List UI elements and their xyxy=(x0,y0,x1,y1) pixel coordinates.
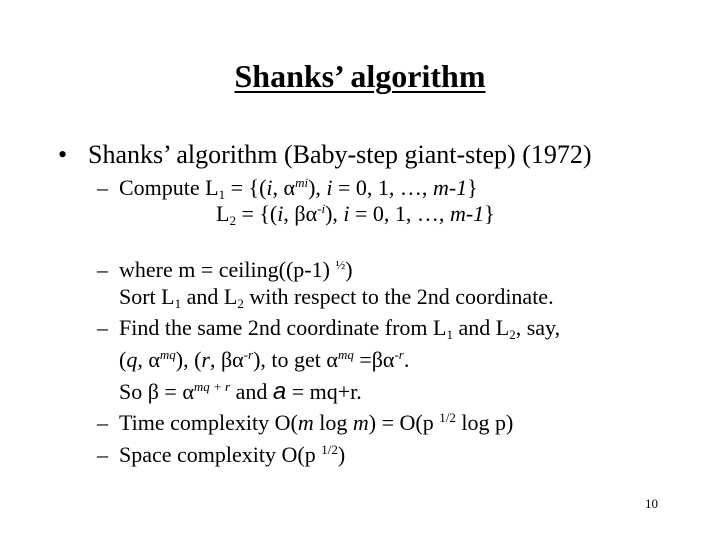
text-fragment: So β = α xyxy=(119,379,194,404)
var-r: r xyxy=(201,347,210,372)
text-fragment: ) = O(p xyxy=(368,410,440,435)
text-fragment: Find the same 2nd coordinate from L xyxy=(119,315,447,340)
text-fragment: log p) xyxy=(455,410,514,435)
page-number: 10 xyxy=(645,496,658,511)
exponent: 1/2 xyxy=(321,442,338,457)
exponent: 1/2 xyxy=(439,410,456,425)
exponent: -r xyxy=(243,347,254,362)
text-fragment: and L xyxy=(452,315,510,340)
var-i: i xyxy=(266,175,273,200)
compute-line xyxy=(97,175,478,201)
slide-title: Shanks’ algorithm xyxy=(234,58,486,94)
text-fragment: , α xyxy=(137,347,160,372)
dash-symbol: – xyxy=(97,442,108,467)
text-fragment: and L xyxy=(181,284,238,309)
subscript: 1 xyxy=(446,327,453,342)
text-fragment: with respect to the 2nd coordinate. xyxy=(243,284,554,309)
dash-symbol: – xyxy=(97,257,108,282)
exponent: mq + r xyxy=(193,379,231,394)
text-fragment: , say, xyxy=(515,315,561,340)
space-complexity-line xyxy=(97,442,345,468)
compute-prefix: Compute L xyxy=(119,175,219,200)
var-i: i xyxy=(343,201,350,226)
text-fragment: log xyxy=(313,410,353,435)
text-fragment: , α xyxy=(272,175,296,200)
subscript: 2 xyxy=(509,327,516,342)
text-fragment: ( xyxy=(119,347,127,372)
bullet-symbol: • xyxy=(58,140,68,169)
main-bullet-text: Shanks’ algorithm (Baby-step giant-step) (1972) xyxy=(88,140,592,169)
subscript: 1 xyxy=(174,296,182,311)
exponent: -i xyxy=(317,201,326,216)
compute-line-2 xyxy=(216,201,495,227)
exponent: ½ xyxy=(335,257,346,272)
var-i: i xyxy=(326,175,333,200)
dash-symbol: – xyxy=(97,315,108,340)
dash-symbol: – xyxy=(97,175,108,200)
var-q: q xyxy=(126,347,138,372)
text-fragment: ), xyxy=(325,201,344,226)
var-m: m xyxy=(352,410,369,435)
text-fragment: Sort L xyxy=(119,284,175,309)
text-fragment: ) xyxy=(337,442,346,467)
text-fragment: } xyxy=(484,201,495,226)
text-fragment: = 0, 1, …, xyxy=(349,201,450,226)
text-fragment: =βα xyxy=(353,347,395,372)
text-fragment: = {( xyxy=(235,201,278,226)
time-complexity-line xyxy=(97,410,513,436)
text-fragment: Time complexity O( xyxy=(119,410,298,435)
text-fragment: ), ( xyxy=(175,347,202,372)
main-bullet xyxy=(58,140,592,170)
exponent: mi xyxy=(295,175,309,190)
subscript: 2 xyxy=(229,213,236,228)
text-fragment: = {( xyxy=(225,175,267,200)
text-fragment: and xyxy=(230,379,273,404)
exponent: -r xyxy=(394,347,404,362)
subscript: 2 xyxy=(237,296,244,311)
text-fragment: = 0, 1, …, xyxy=(332,175,433,200)
text-fragment: , βα xyxy=(283,201,318,226)
exponent: mq xyxy=(337,347,354,362)
text-fragment: Space complexity O(p xyxy=(119,442,322,467)
text-fragment: } xyxy=(467,175,478,200)
var-m-minus-1: m-1 xyxy=(449,201,485,226)
var-a: a xyxy=(272,378,287,405)
where-line xyxy=(97,257,353,283)
sort-line xyxy=(119,284,554,310)
var-m-minus-1: m-1 xyxy=(432,175,468,200)
text-fragment: where m = ceiling((p-1) xyxy=(119,257,336,282)
dash-symbol: – xyxy=(97,410,108,435)
find-line xyxy=(97,315,560,341)
exponent: mq xyxy=(159,347,176,362)
subscript: 1 xyxy=(218,187,226,202)
var-i: i xyxy=(277,201,284,226)
text-fragment: = mq+r. xyxy=(286,379,362,404)
text-fragment: , βα xyxy=(209,347,244,372)
pair-line xyxy=(119,347,409,373)
text-fragment: L xyxy=(216,201,230,226)
so-line xyxy=(119,378,362,406)
text-fragment: ), xyxy=(308,175,327,200)
text-fragment: ), to get α xyxy=(253,347,338,372)
text-fragment: . xyxy=(403,347,410,372)
var-m: m xyxy=(297,410,314,435)
text-fragment: ) xyxy=(345,257,353,282)
